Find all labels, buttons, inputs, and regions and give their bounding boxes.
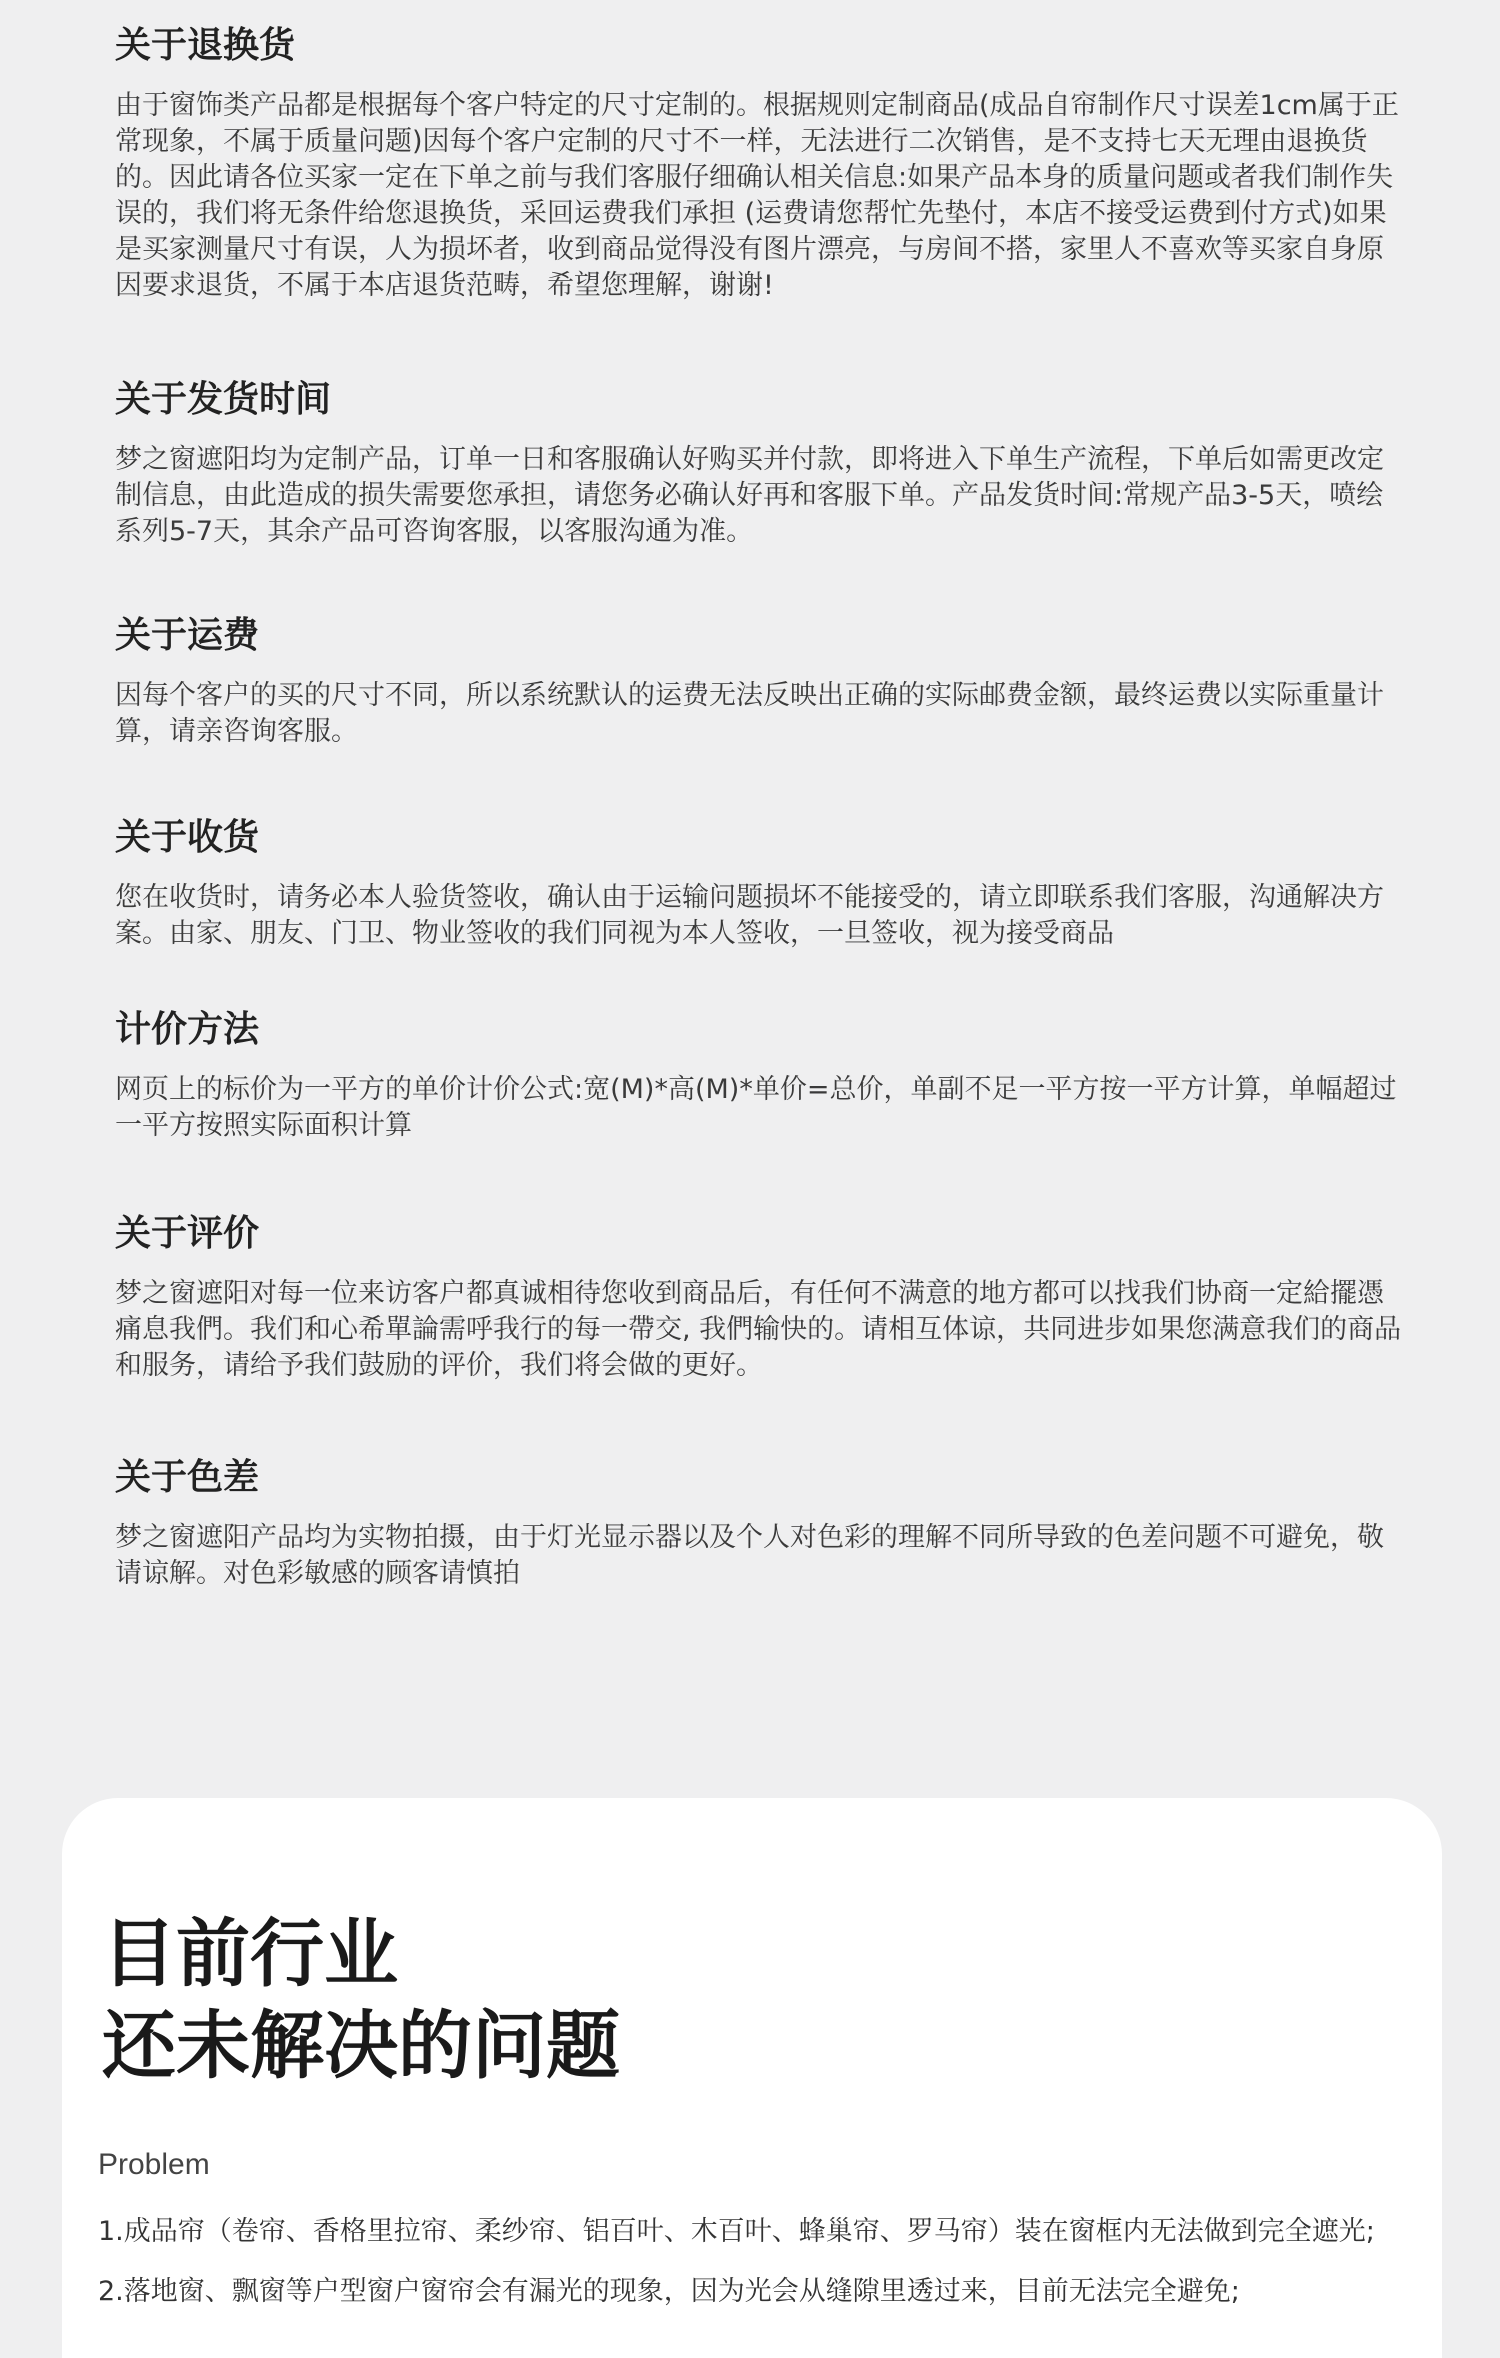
section-reviews xyxy=(115,1210,1405,1384)
section-shipping-time xyxy=(115,376,1405,550)
section-body: 梦之窗遮阳均为定制产品，订单一日和客服确认好购买并付款，即将进入下单生产流程，下单后如需更改定制信息，由此造成的损失需要您承担，请您务必确认好再和客服下单。产品发货时间:常规产品3-5天，喷绘系列5-7天，其余产品可咨询客服，以客服沟通为准。 xyxy=(115,444,1384,547)
section-body: 您在收货时，请务必本人验货签收，确认由于运输问题损坏不能接受的，请立即联系我们客服，沟通解决方案。由家、朋友、门卫、物业签收的我们同视为本人签收，一旦签收，视为接受商品 xyxy=(115,882,1384,949)
title-line-2: 还未解决的问题 xyxy=(102,2003,620,2089)
section-title: 关于退换货 xyxy=(115,25,296,66)
section-freight xyxy=(115,612,1405,750)
section-title: 关于色差 xyxy=(115,1457,260,1498)
section-body: 网页上的标价为一平方的单价计价公式:宽(M)*高(M)*单价=总价，单副不足一平方按一平方计算，单幅超过一平方按照实际面积计算 xyxy=(115,1074,1397,1141)
problem-card-title xyxy=(102,1908,620,2092)
section-body: 由于窗饰类产品都是根据每个客户特定的尺寸定制的。根据规则定制商品(成品自帘制作尺寸误差1cm属于正常现象，不属于质量问题)因每个客户定制的尺寸不一样，无法进行二次销售，是不支持七天无理由退换货的。因此请各位买家一定在下单之前与我们客服仔细确认相关信息:如果产品本身的质量问题或者我们制作失误的，我们将无条件给您退换货，采回运费我们承担 (运费请您帮忙先垫付，本店不接受运费到付方式)如果是买家测量尺寸有误，人为损坏者，收到商品觉得没有图片漂亮，与房间不搭，家里人不喜欢等买家自身原因要求退货，不属于本店退货范畴，希望您理解，谢谢! xyxy=(115,90,1399,301)
list-item: 1.成品帘（卷帘、香格里拉帘、柔纱帘、铝百叶、木百叶、蜂巢帘、罗马帘）装在窗框内无法做到完全遮光; xyxy=(98,2216,1375,2247)
section-title: 关于收货 xyxy=(115,817,260,858)
section-title: 计价方法 xyxy=(115,1009,260,1050)
policy-sections xyxy=(115,22,1405,1592)
list-item: 2.落地窗、飘窗等户型窗户窗帘会有漏光的现象，因为光会从缝隙里透过来，目前无法完全避免; xyxy=(98,2276,1240,2307)
title-line-1: 目前行业 xyxy=(102,1911,398,1997)
section-receiving xyxy=(115,814,1405,952)
problem-card xyxy=(62,1798,1442,2358)
section-body: 因每个客户的买的尺寸不同，所以系统默认的运费无法反映出正确的实际邮费金额，最终运费以实际重量计算，请亲咨询客服。 xyxy=(115,680,1384,747)
section-returns xyxy=(115,22,1405,304)
section-pricing xyxy=(115,1006,1405,1144)
problem-label: Problem xyxy=(98,2148,210,2181)
section-title: 关于运费 xyxy=(115,615,260,656)
section-body: 梦之窗遮阳产品均为实物拍摄，由于灯光显示器以及个人对色彩的理解不同所导致的色差问题不可避免，敬请谅解。对色彩敏感的顾客请慎拍 xyxy=(115,1522,1384,1589)
section-title: 关于评价 xyxy=(115,1213,260,1254)
section-body: 梦之窗遮阳对每一位来访客户都真诚相待您收到商品后，有任何不满意的地方都可以找我们协商一定給擺憑痛息我們。我们和心希單論需呼我行的每一帶交, 我們输快的。请相互体谅，共同进步如果您满意我们的商品和服务，请给予我们鼓励的评价，我们将会做的更好。 xyxy=(115,1278,1402,1381)
problem-list xyxy=(98,2214,1375,2334)
section-color-difference xyxy=(115,1454,1405,1592)
section-title: 关于发货时间 xyxy=(115,379,332,420)
